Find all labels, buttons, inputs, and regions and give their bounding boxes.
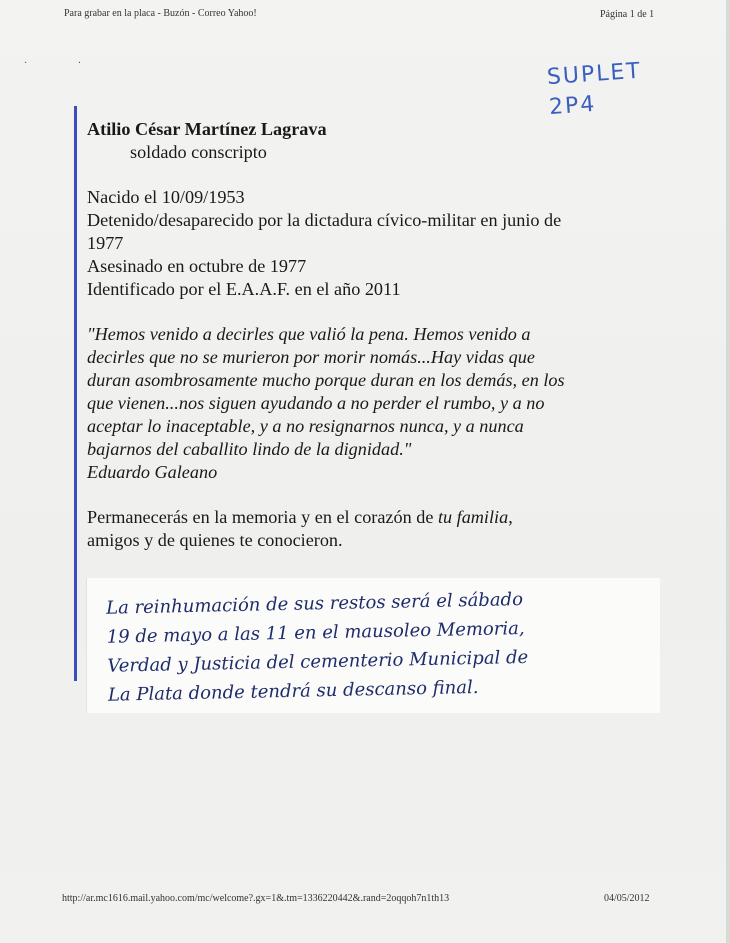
quote-line: bajarnos del caballito lindo de la dignidad."	[87, 439, 412, 459]
handwritten-line: 19 de mayo a las 11 en el mausoleo Memoria,	[106, 617, 525, 648]
handwritten-corner-note: SUPLET 2P4	[546, 58, 643, 121]
closing-line-1	[87, 506, 607, 529]
person-name: Atilio César Martínez Lagrava	[87, 119, 327, 139]
closing-text: Permanecerás en la memoria y en el corazón de	[87, 507, 438, 527]
print-header-title: Para grabar en la placa - Buzón - Correo Yahoo!	[64, 8, 257, 19]
fact-identified: Identificado por el E.A.A.F. en el año 2011	[87, 279, 401, 299]
scan-edge	[726, 0, 730, 943]
stray-marks: · ·	[24, 58, 106, 69]
print-footer-date: 04/05/2012	[604, 893, 650, 904]
quote-line: que vienen...nos siguen ayudando a no perder el rumbo, y a no	[87, 393, 545, 413]
handwritten-announcement	[106, 582, 656, 709]
print-footer-url: http://ar.mc1616.mail.yahoo.com/mc/welcome?.gx=1&.tm=1336220442&.rand=2oqqoh7n1th13	[62, 893, 450, 904]
quote-line: duran asombrosamente mucho porque duran en los demás, en los	[87, 370, 565, 390]
print-header-page-number: Página 1 de 1	[600, 9, 655, 20]
galeano-quote	[87, 323, 607, 484]
quote-line: aceptar lo inaceptable, y a no resignarnos nunca, y a nunca	[87, 416, 524, 436]
handwritten-line: Verdad y Justicia del cementerio Municipal de	[107, 646, 529, 677]
fact-detained-year: 1977	[87, 233, 124, 253]
margin-bar	[74, 106, 77, 681]
quote-line: decirles que no se murieron por morir nomás...Hay vidas que	[87, 347, 535, 367]
fact-detained: Detenido/desaparecido por la dictadura cívico-militar en junio de	[87, 210, 562, 230]
quote-author: Eduardo Galeano	[87, 462, 218, 482]
closing-line-2: amigos y de quienes te conocieron.	[87, 530, 343, 550]
fact-killed: Asesinado en octubre de 1977	[87, 256, 307, 276]
closing-emphasis: tu familia	[437, 507, 509, 527]
handwritten-line: La Plata donde tendrá su descanso final.	[107, 676, 479, 706]
quote-line: "Hemos venido a decirles que valió la pena. Hemos venido a	[87, 324, 531, 344]
person-rank: soldado conscripto	[130, 142, 267, 162]
closing-comma: ,	[508, 507, 513, 527]
fact-born: Nacido el 10/09/1953	[87, 187, 245, 207]
handwritten-clipping	[86, 578, 660, 713]
handwritten-line: La reinhumación de sus restos será el sábado	[105, 589, 524, 619]
memorial-text	[87, 118, 607, 552]
